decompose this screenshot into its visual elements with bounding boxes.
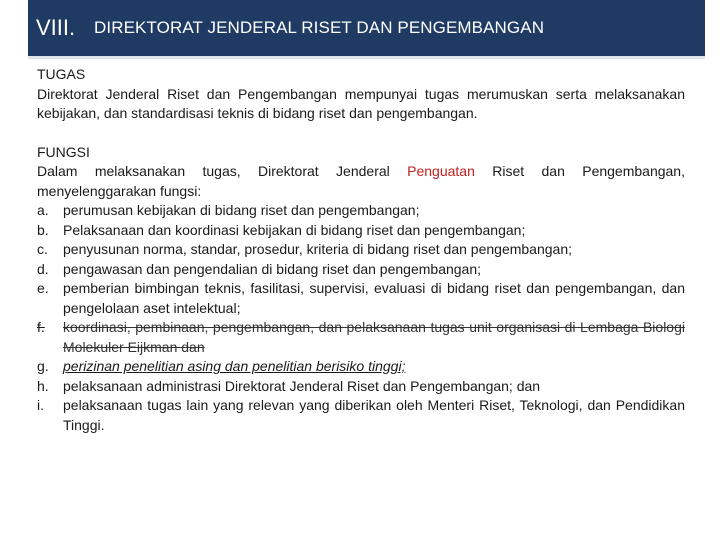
list-marker: a. — [37, 202, 49, 218]
list-marker: d. — [37, 260, 49, 277]
fungsi-intro — [37, 162, 685, 201]
fungsi-list — [37, 201, 685, 435]
tugas-text: Direktorat Jenderal Riset dan Pengembangan mempunyai tugas merumuskan serta melaksanakan kebijakan, dan standardisasi teknis di bidang riset dan pengembangan. — [37, 85, 685, 121]
list-marker: e. — [37, 280, 49, 296]
list-item — [37, 201, 685, 221]
list-item — [37, 221, 685, 241]
list-item-text: penyusunan norma, standar, prosedur, kriteria di bidang riset dan pengembangan; — [63, 241, 573, 257]
list-marker: b. — [37, 221, 49, 238]
list-item — [37, 279, 685, 318]
list-marker: f. — [37, 319, 45, 335]
tugas-heading: TUGAS — [37, 66, 86, 82]
fungsi-heading: FUNGSI — [37, 143, 90, 160]
list-marker: h. — [37, 377, 49, 394]
list-item-text: pemberian bimbingan teknis, fasilitasi, supervisi, evaluasi di bidang riset dan pengembangan, dan pengelolaan aset intelektual; — [63, 280, 685, 316]
list-item — [37, 260, 685, 280]
list-marker: c. — [37, 241, 48, 257]
list-item-struck — [37, 318, 685, 357]
list-marker: i. — [37, 397, 44, 413]
slide-title: DIREKTORAT JENDERAL RISET DAN PENGEMBANGAN — [94, 18, 545, 37]
list-item-text: pelaksanaan tugas lain yang relevan yang diberikan oleh Menteri Riset, Teknologi, dan Pendidikan Tinggi. — [63, 397, 685, 433]
section-spacer — [37, 124, 685, 143]
list-item-text: perizinan penelitian asing dan penelitian berisiko tinggi; — [63, 358, 406, 374]
fungsi-intro-before: Dalam melaksanakan tugas, Direktorat Jenderal — [37, 163, 408, 179]
list-item — [37, 377, 685, 397]
list-item-text: pelaksanaan administrasi Direktorat Jenderal Riset dan Pengembangan; dan — [63, 377, 541, 394]
section-number: VIII. — [36, 15, 76, 40]
fungsi-intro-highlight: Penguatan — [407, 163, 475, 179]
list-item-emphasized — [37, 357, 685, 377]
list-marker: g. — [37, 358, 49, 374]
slide-body — [37, 65, 685, 435]
fungsi-intro-after: Riset dan Pengembangan, menyelenggarakan fungsi: — [37, 163, 685, 199]
list-item — [37, 396, 685, 435]
list-item-text: perumusan kebijakan di bidang riset dan pengembangan; — [63, 202, 420, 218]
list-item-text: koordinasi, pembinaan, pengembangan, dan pelaksanaan tugas unit organisasi di Lembaga Biologi Molekuler Eijkman dan — [63, 319, 685, 355]
slide-header — [28, 0, 705, 59]
list-item — [37, 240, 685, 260]
list-item-text: pengawasan dan pengendalian di bidang riset dan pengembangan; — [63, 260, 482, 277]
list-item-text: Pelaksanaan dan koordinasi kebijakan di bidang riset dan pengembangan; — [63, 221, 526, 238]
